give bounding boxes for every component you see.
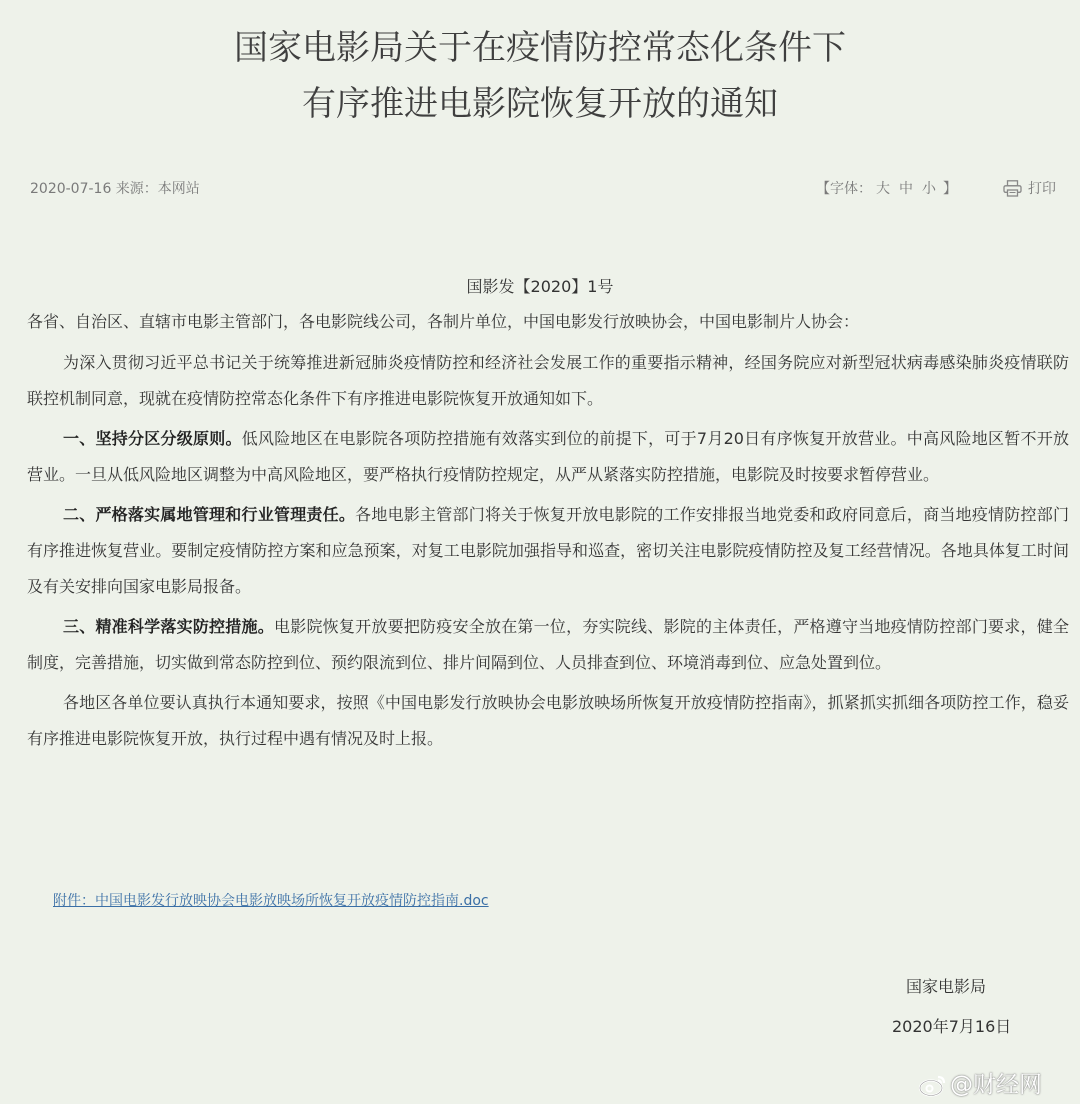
section-3-heading: 三、精准科学落实防控措施。	[63, 617, 274, 636]
section-3-paragraph	[27, 609, 1069, 681]
closing-paragraph: 各地区各单位要认真执行本通知要求，按照《中国电影发行放映协会电影放映场所恢复开放疫情防控指南》，抓紧抓实抓细各项防控工作，稳妥有序推进电影院恢复开放，执行过程中遇有情况及时上报。	[27, 693, 1069, 748]
date-source: 2020-07-16 来源：本网站	[30, 181, 200, 197]
printer-icon	[1003, 180, 1022, 197]
watermark	[918, 1066, 1042, 1099]
font-size-large-button[interactable]: 大	[876, 181, 890, 197]
font-size-medium-button[interactable]: 中	[899, 181, 913, 197]
font-size-selector	[816, 178, 957, 198]
section-1-heading: 一、坚持分区分级原则。	[63, 429, 242, 448]
title-line-1: 国家电影局关于在疫情防控常态化条件下	[234, 28, 846, 68]
document-number: 国影发【2020】1号	[466, 277, 614, 296]
font-size-small-button[interactable]: 小	[922, 181, 936, 197]
font-size-close-bracket: 】	[943, 181, 957, 197]
signature-date: 2020年7月16日	[892, 1017, 1012, 1036]
print-button[interactable]	[1003, 178, 1056, 198]
section-2-heading: 二、严格落实属地管理和行业管理责任。	[63, 505, 356, 524]
title-line-2: 有序推进电影院恢复开放的通知	[302, 84, 778, 124]
section-1-paragraph	[27, 421, 1069, 493]
addressee: 各省、自治区、直辖市电影主管部门，各电影院线公司，各制片单位，中国电影发行放映协会，中国电影制片人协会：	[27, 312, 860, 331]
weibo-icon	[918, 1073, 948, 1097]
document-body	[27, 345, 1069, 761]
watermark-text: @财经网	[950, 1072, 1042, 1098]
section-2-body: 各地电影主管部门将关于恢复开放电影院的工作安排报当地党委和政府同意后，商当地疫情防控部门有序推进恢复营业。要制定疫情防控方案和应急预案，对复工电影院加强指导和巡查，密切关注电影院疫情防控及复工经营情况。各地具体复工时间及有关安排向国家电影局报备。	[27, 505, 1069, 596]
font-size-label: 【字体：	[816, 181, 872, 197]
section-3-body: 电影院恢复开放要把防疫安全放在第一位，夯实院线、影院的主体责任，严格遵守当地疫情防控部门要求，健全制度，完善措施，切实做到常态防控到位、预约限流到位、排片间隔到位、人员排查到位、环境消毒到位、应急处置到位。	[27, 617, 1069, 672]
attachment-link[interactable]	[27, 890, 489, 910]
attachment-link-text: 附件：中国电影发行放映协会电影放映场所恢复开放疫情防控指南.doc	[53, 893, 489, 909]
section-2-paragraph	[27, 497, 1069, 605]
signature-organization: 国家电影局	[906, 977, 987, 996]
intro-paragraph: 为深入贯彻习近平总书记关于统筹推进新冠肺炎疫情防控和经济社会发展工作的重要指示精神，经国务院应对新型冠状病毒感染肺炎疫情联防联控机制同意，现就在疫情防控常态化条件下有序推进电影院恢复开放通知如下。	[27, 353, 1069, 408]
print-label: 打印	[1028, 181, 1056, 197]
section-1-body: 低风险地区在电影院各项防控措施有效落实到位的前提下，可于7月20日有序恢复开放营业。中高风险地区暂不开放营业。一旦从低风险地区调整为中高风险地区，要严格执行疫情防控规定，从严从紧落实防控措施，电影院及时按要求暂停营业。	[27, 429, 1069, 484]
